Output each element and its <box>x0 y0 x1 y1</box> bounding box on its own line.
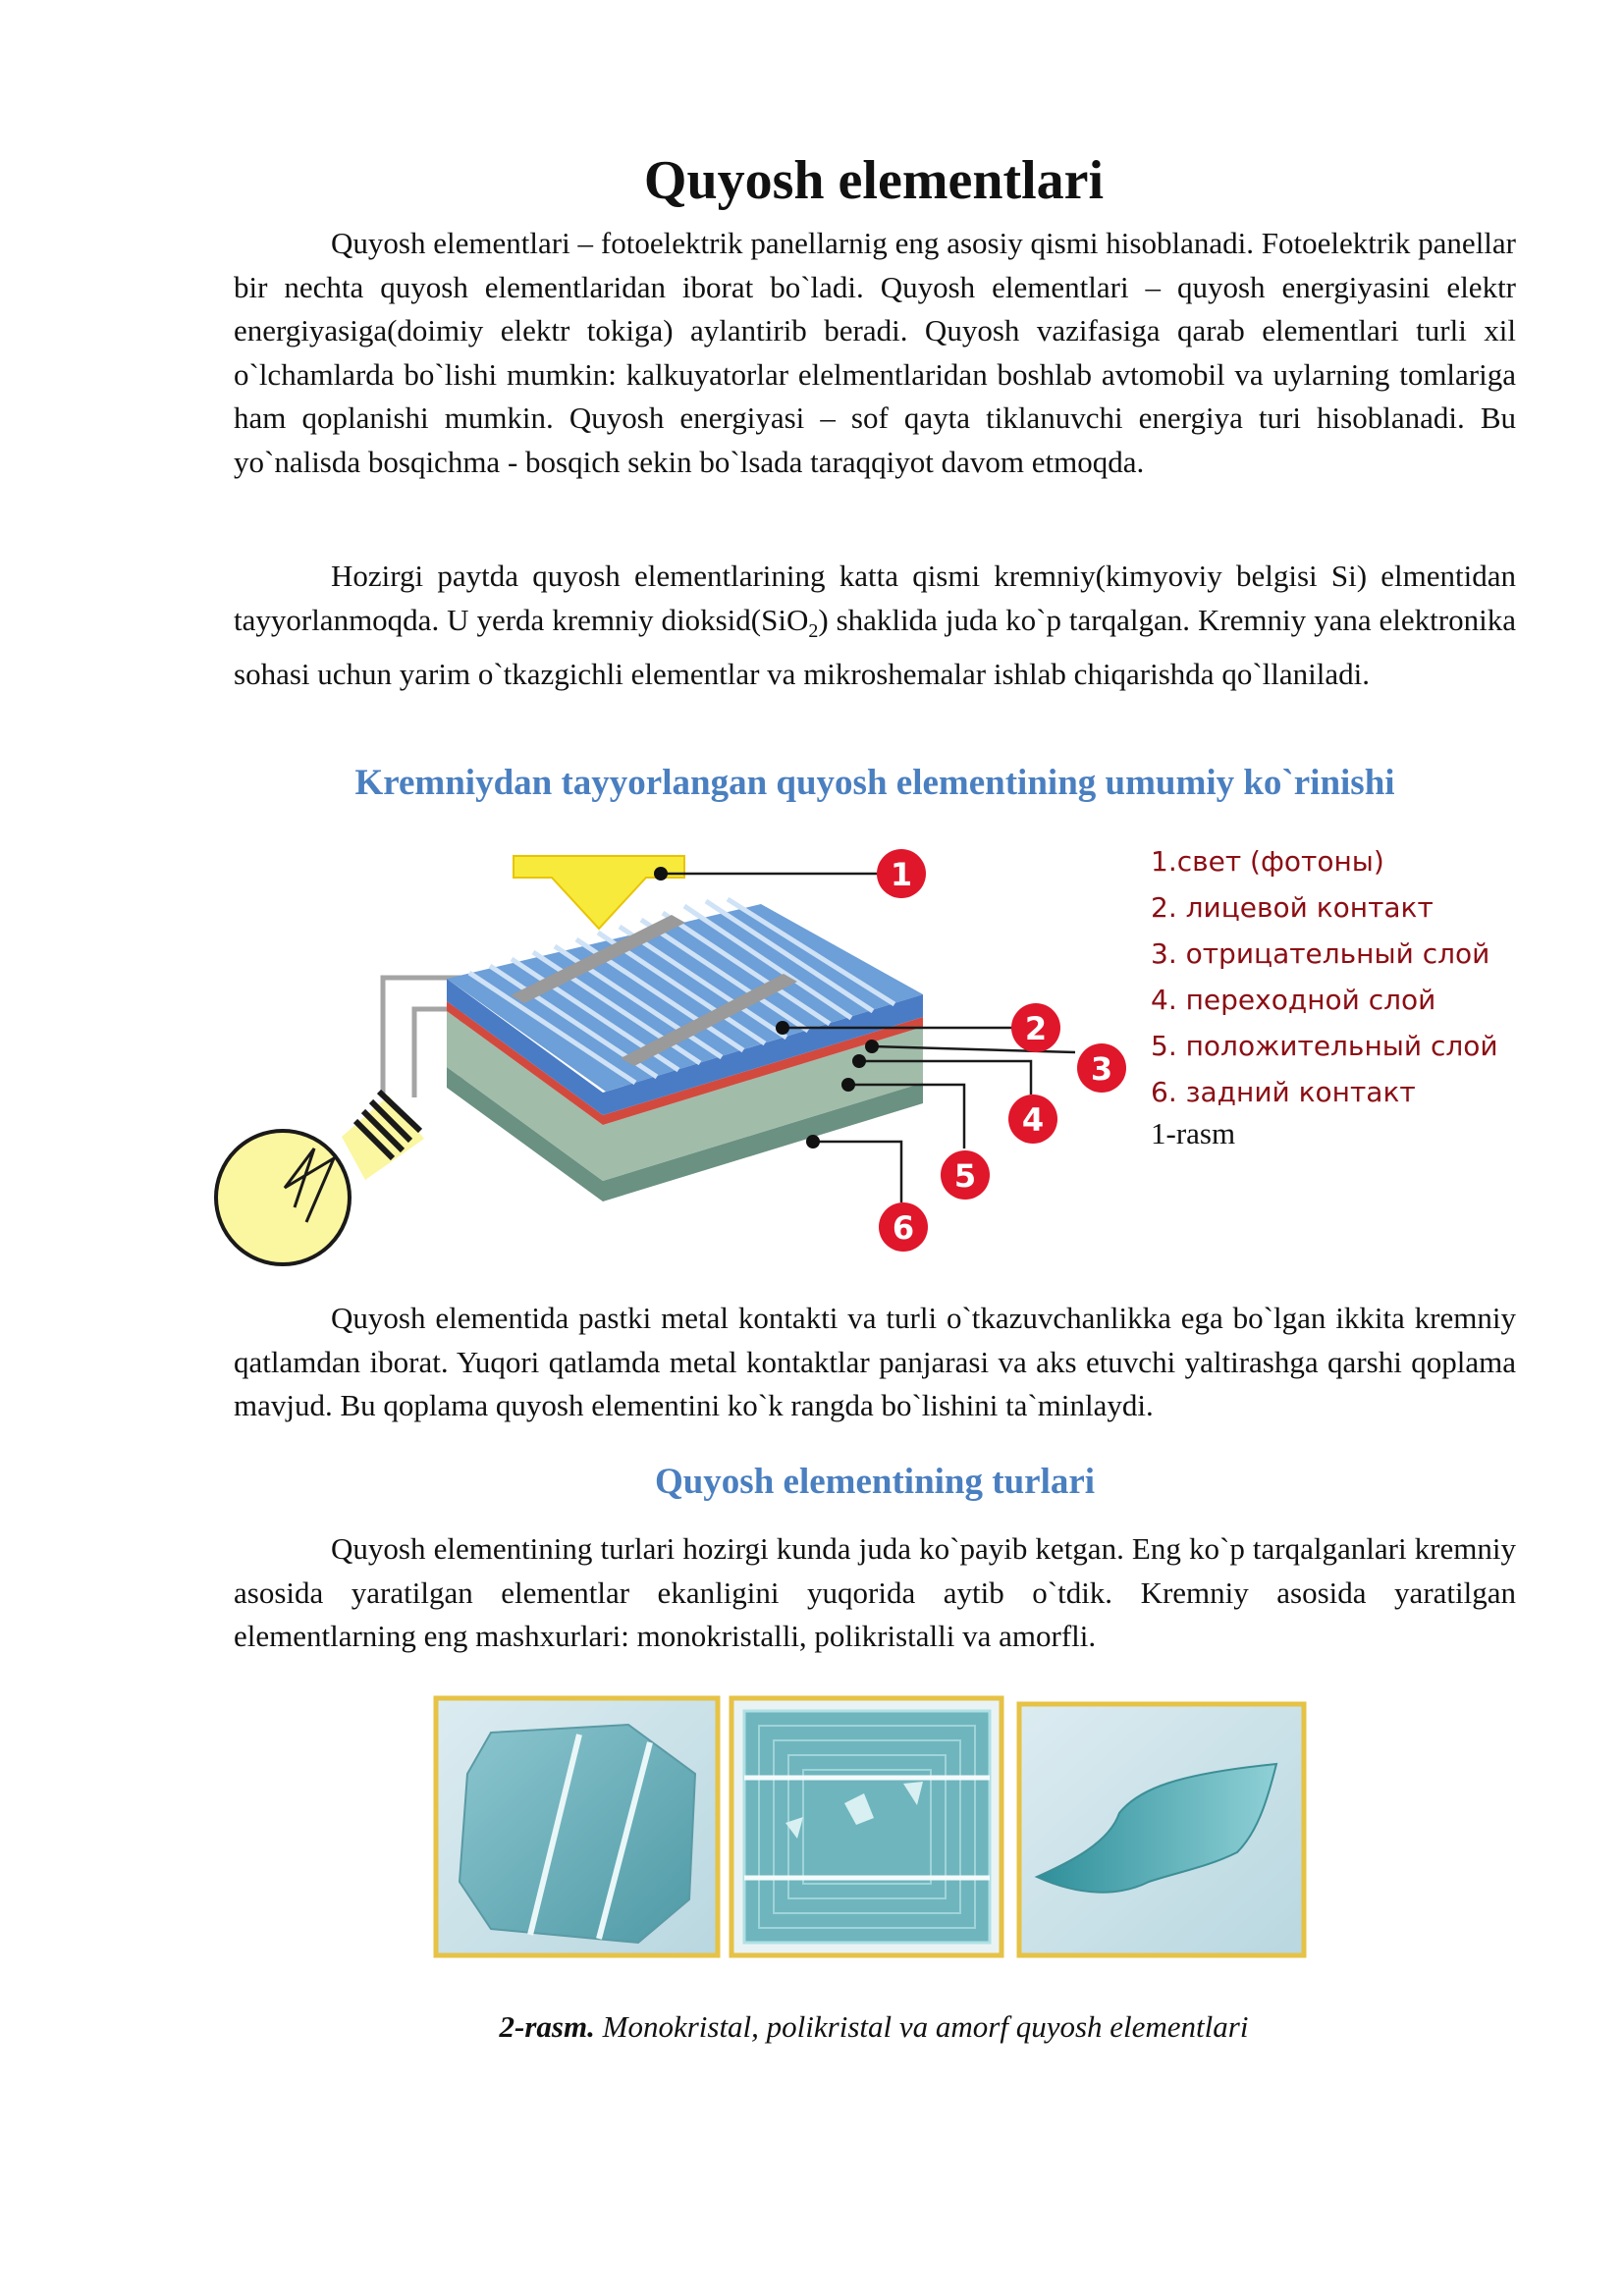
page-title: Quyosh elementlari <box>643 150 1105 211</box>
figure-2-caption <box>0 2007 1624 2047</box>
svg-text:6: 6 <box>892 1209 915 1247</box>
svg-text:1: 1 <box>890 856 913 893</box>
legend-item-light: 1.свет (фотоны) <box>1151 845 1384 878</box>
marker-6 <box>879 1202 928 1252</box>
figure-2-caption-label: 2-rasm. <box>499 2009 595 2044</box>
paragraph-silicon-part1: Hozirgi paytda quyosh elementlarining katta qismi kremniy(kimyoviy belgisi Si) elmentidan tayyorlanmoqda. U yerda kremniy dioksid(SiO <box>234 559 1516 637</box>
svg-text:5: 5 <box>953 1157 977 1195</box>
legend-item-back-contact: 6. задний контакт <box>1151 1076 1416 1108</box>
marker-2 <box>1011 1003 1060 1052</box>
panel-amorphous <box>1019 1704 1304 1955</box>
marker-4 <box>1008 1095 1057 1144</box>
paragraph-silicon-part2: ) shaklida juda ko`p tarqalgan. Kremniy yana elektronika sohasi uchun yarim o`tkazgichli elementlar va mikroshemalar ishlab chiqarishda qo`llaniladi. <box>234 602 1516 692</box>
paragraph-intro: Quyosh elementlari – fotoelektrik panellarnig eng asosiy qismi hisoblanadi. Fotoelektrik panellar bir nechta quyosh elementlaridan iborat bo`ladi. Quyosh elementlari – quyosh energiyasini elektr energiyasiga(doimiy elektr tokiga) aylantirib beradi. Quyosh vazifasiga qarab elementlari turli xil o`lchamlarda bo`lishi mumkin: kalkuyatorlar elelmentlaridan boshlab avtomobil va uylarning tomlariga ham qoplanishi mumkin. Quyosh energiyasi – sof qayta tiklanuvchi energiya turi hisoblanadi. Bu yo`nalisda bosqichma - bosqich sekin bo`lsada taraqqiyot davom etmoqda. <box>234 226 1516 479</box>
legend-item-negative-layer: 3. отрицательный слой <box>1151 937 1490 970</box>
paragraph-silicon <box>234 555 1516 697</box>
marker-5 <box>941 1150 990 1200</box>
panel-polycrystal <box>731 1698 1001 1955</box>
svg-text:4: 4 <box>1021 1101 1045 1139</box>
legend-item-front-contact: 2. лицевой контакт <box>1151 891 1434 924</box>
diagram-legend <box>1151 838 1498 1115</box>
solar-cell-types-figure <box>432 1695 1316 1960</box>
figure-2-caption-text: Monokristal, polikristal va amorf quyosh elementlari <box>594 2009 1249 2044</box>
section-heading-general-view: Kremniydan tayyorlangan quyosh elementining umumiy ko`rinishi <box>354 763 1395 803</box>
light-arrow <box>514 856 684 929</box>
legend-item-transition-layer: 4. переходной слой <box>1151 984 1436 1016</box>
section-heading-types: Quyosh elementining turlari <box>654 1462 1096 1502</box>
paragraph-types: Quyosh elementining turlari hozirgi kunda juda ko`payib ketgan. Eng ko`p tarqalganlari kremniy asosida yaratilgan elementlar ekanligini yuqorida aytib o`tdik. Kremniy asosida yaratilgan elementlarning eng mashxurlari: monokristalli, polikristalli va amorfli. <box>234 1531 1516 1654</box>
figure-1-label: 1-rasm <box>1151 1116 1236 1150</box>
svg-text:3: 3 <box>1090 1050 1113 1088</box>
marker-3 <box>1077 1043 1126 1093</box>
sio2-subscript: 2 <box>808 619 819 642</box>
marker-1 <box>877 849 926 898</box>
panel-monocrystal <box>436 1698 718 1955</box>
svg-text:2: 2 <box>1024 1010 1048 1047</box>
paragraph-structure: Quyosh elementida pastki metal kontakti va turli o`tkazuvchanlikka ega bo`lgan ikkita kremniy qatlamdan iborat. Yuqori qatlamda metal kontaktlar panjarasi va aks etuvchi yaltirashga qarshi qoplama mavjud. Bu qoplama quyosh elementini ko`k rangda bo`lishini ta`minlaydi. <box>234 1301 1516 1423</box>
light-bulb <box>216 1092 424 1264</box>
legend-item-positive-layer: 5. положительный слой <box>1151 1030 1498 1062</box>
solar-cell-diagram <box>196 834 1139 1286</box>
